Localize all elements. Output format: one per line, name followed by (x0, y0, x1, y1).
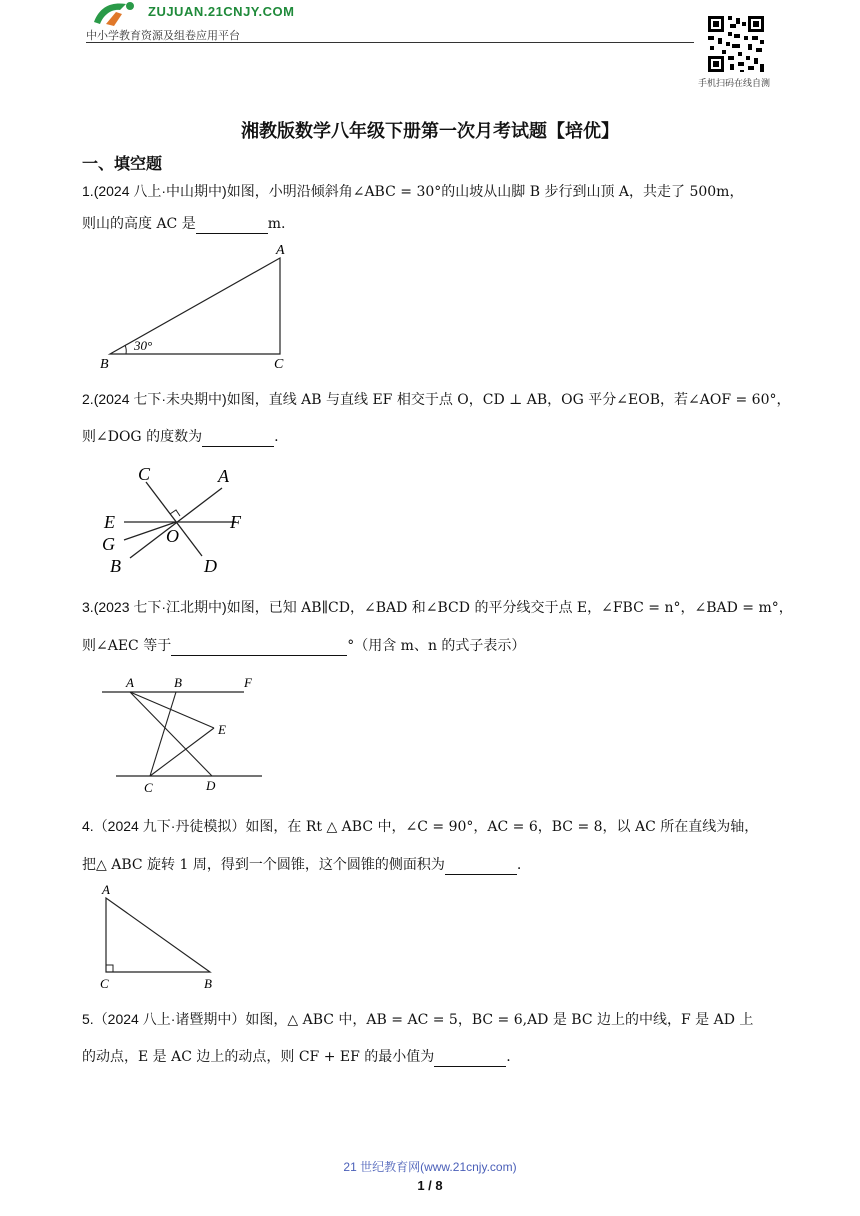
angle-label: 30° (134, 338, 153, 353)
question-source: (2024 八上·中山期中) (93, 183, 227, 199)
question-text: 如图，已知 AB∥CD，∠BAD 和∠BCD 的平分线交于点 E，∠FBC = n°，∠BAD = m°， (226, 600, 793, 616)
label-b: B (100, 357, 109, 372)
footer-site-link[interactable]: 21 世纪教育网(www.21cnjy.com) (343, 1160, 517, 1174)
question-number: 3. (82, 599, 94, 615)
label-c: C (144, 780, 153, 795)
label-b: B (204, 976, 212, 991)
figure-q1-triangle (96, 240, 302, 372)
qr-code-icon[interactable] (706, 14, 766, 74)
logo-text: ZUJUAN.21CNJY.COM (148, 4, 295, 19)
question-text: 如图，△ ABC 中，AB = AC = 5，BC = 6,AD 是 BC 边上的中线，F 是 AD 上 (245, 1012, 754, 1028)
label-a: A (276, 243, 285, 258)
figure-q3-parallel-lines (96, 672, 272, 798)
question-source: （2024 九下·丹徒模拟） (93, 818, 246, 834)
question-text: . (274, 429, 279, 445)
label-a: A (126, 675, 134, 690)
question-3-line-1 (82, 597, 793, 618)
label-o: O (166, 526, 179, 546)
question-text: 如图，在 Rt △ ABC 中，∠C = 90°，AC = 6，BC = 8，以 AC 所在直线为轴， (245, 819, 759, 835)
question-text: . (506, 1049, 511, 1065)
question-4-line-2 (82, 855, 521, 875)
question-1-line-2 (82, 214, 285, 234)
question-text: 则∠DOG 的度数为 (82, 429, 203, 445)
label-a: A (218, 466, 229, 486)
label-d: D (204, 556, 217, 576)
page-number: 1 / 8 (417, 1178, 443, 1193)
label-c: C (274, 357, 284, 372)
label-e: E (218, 722, 226, 737)
question-2-line-1 (82, 389, 790, 410)
label-e: E (104, 512, 115, 532)
answer-blank[interactable] (202, 430, 274, 447)
question-source: (2024 七下·未央期中) (93, 391, 227, 407)
question-number: 5. (82, 1011, 94, 1027)
question-source: (2023 七下·江北期中) (93, 599, 227, 615)
section-heading: 一、填空题 (82, 156, 163, 173)
answer-blank[interactable] (445, 858, 517, 875)
question-5-line-1 (82, 1009, 753, 1030)
qr-caption: 手机扫码在线自测 (698, 78, 771, 88)
question-text: m. (267, 216, 286, 232)
question-number: 4. (82, 818, 94, 834)
answer-blank[interactable] (434, 1050, 506, 1067)
question-text: . (516, 857, 522, 873)
label-b: B (174, 675, 182, 690)
question-4-line-1 (82, 816, 758, 837)
question-source: （2024 八上·诸暨期中） (93, 1011, 246, 1027)
label-b: B (110, 556, 121, 576)
label-d: D (206, 778, 216, 793)
header-divider (86, 42, 694, 43)
platform-tagline: 中小学教育资源及组卷应用平台 (86, 30, 240, 42)
label-g: G (102, 534, 115, 554)
question-text: 则∠AEC 等于 (82, 638, 172, 654)
answer-blank[interactable] (171, 639, 347, 656)
question-text: 则山的高度 AC 是 (82, 216, 196, 232)
label-f: F (244, 675, 252, 690)
question-1-line-1 (82, 181, 743, 202)
question-text: 如图，小明沿倾斜角∠ABC = 30°的山坡从山脚 B 步行到山顶 A，共走了 500m， (226, 184, 744, 200)
question-number: 2. (82, 391, 94, 407)
question-2-line-2 (82, 427, 279, 447)
question-text: °（用含 m、n 的式子表示） (347, 638, 526, 654)
document-title: 湘教版数学八年级下册第一次月考试题【培优】 (241, 121, 619, 141)
question-text: 把△ ABC 旋转 1 周，得到一个圆锥，这个圆锥的侧面积为 (82, 857, 445, 873)
label-c: C (100, 976, 109, 991)
label-a: A (102, 882, 110, 897)
question-number: 1. (82, 183, 94, 199)
question-text: 的动点，E 是 AC 边上的动点，则 CF + EF 的最小值为 (82, 1049, 435, 1065)
question-3-line-2 (82, 636, 525, 656)
answer-blank[interactable] (196, 217, 268, 234)
label-f: F (230, 512, 241, 532)
label-c: C (138, 464, 151, 484)
figure-q4-right-triangle (96, 880, 226, 992)
question-text: 如图，直线 AB 与直线 EF 相交于点 O，CD ⊥ AB，OG 平分∠EOB，若∠AOF = 60°， (226, 392, 791, 408)
figure-q2-lines (100, 460, 260, 580)
question-5-line-2 (82, 1047, 511, 1067)
